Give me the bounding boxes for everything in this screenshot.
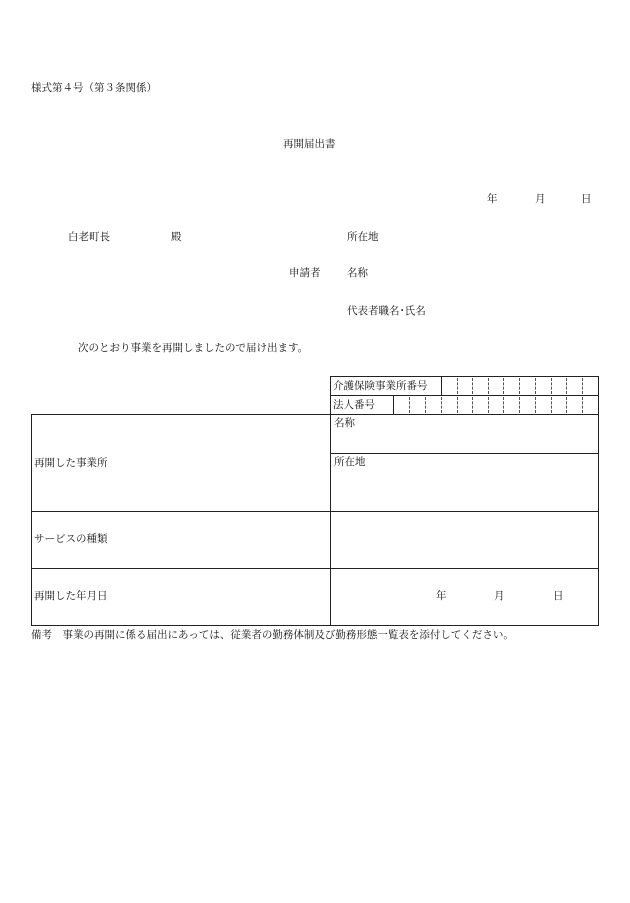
care-no-digit-divider: [551, 378, 552, 394]
document-title: 再開届出書: [283, 138, 336, 150]
corp-no-digit-divider: [488, 397, 489, 413]
restart-date-day: 日: [553, 590, 564, 602]
care-no-digit-divider: [519, 378, 520, 394]
date-day-label: 日: [581, 193, 592, 205]
corp-no-digit-divider: [519, 397, 520, 413]
office-name-label: 名称: [334, 417, 355, 429]
corp-no-label-border: [393, 395, 394, 415]
addressee-mayor: 白老町長: [68, 231, 110, 243]
corp-no-digit-divider: [551, 397, 552, 413]
applicant-name-label: 名称: [347, 267, 368, 279]
care-no-digit-divider: [488, 378, 489, 394]
number-table-divider: [330, 395, 599, 396]
corp-no-digit-divider: [425, 397, 426, 413]
date-month-label: 月: [535, 193, 546, 205]
corp-no-digit-divider: [409, 397, 410, 413]
note-text: 備考 事業の再開に係る届出にあっては、従業者の勤務体制及び勤務形態一覧表を添付してください。: [31, 629, 514, 641]
form-number: 様式第４号（第３条関係）: [31, 82, 157, 94]
care-no-digit-divider: [582, 378, 583, 394]
service-row-divider: [31, 568, 599, 569]
intro-text: 次のとおり事業を再開しましたので届け出ます。: [78, 342, 309, 354]
restart-date-label: 再開した年月日: [34, 590, 108, 602]
office-name-divider: [330, 453, 599, 454]
care-no-digit-divider: [566, 378, 567, 394]
care-no-digit-divider: [472, 378, 473, 394]
corp-no-digit-divider: [472, 397, 473, 413]
applicant-label: 申請者: [289, 267, 321, 279]
applicant-location-label: 所在地: [347, 231, 379, 243]
care-no-digit-divider: [535, 378, 536, 394]
corp-no-digit-divider: [566, 397, 567, 413]
restart-date-month: 月: [494, 590, 505, 602]
corp-no-label: 法人番号: [333, 399, 375, 411]
care-no-label: 介護保険事業所番号: [333, 380, 428, 392]
corp-no-digit-divider: [503, 397, 504, 413]
care-no-digit-divider: [457, 378, 458, 394]
corp-no-digit-divider: [582, 397, 583, 413]
corp-no-digit-divider: [535, 397, 536, 413]
office-row-divider: [31, 511, 599, 512]
office-location-label: 所在地: [334, 456, 366, 468]
corp-no-digit-divider: [457, 397, 458, 413]
corp-no-digit-divider: [441, 397, 442, 413]
service-label: サービスの種類: [34, 533, 108, 545]
applicant-representative-label: 代表者職名･氏名: [347, 305, 426, 317]
main-table: [31, 414, 599, 626]
date-year-label: 年: [487, 193, 498, 205]
care-no-digit-divider: [503, 378, 504, 394]
addressee-honorific: 殿: [171, 231, 182, 243]
office-label: 再開した事業所: [34, 457, 108, 469]
care-no-label-border: [441, 376, 442, 396]
restart-date-year: 年: [436, 590, 447, 602]
main-table-column-divider: [330, 414, 331, 626]
